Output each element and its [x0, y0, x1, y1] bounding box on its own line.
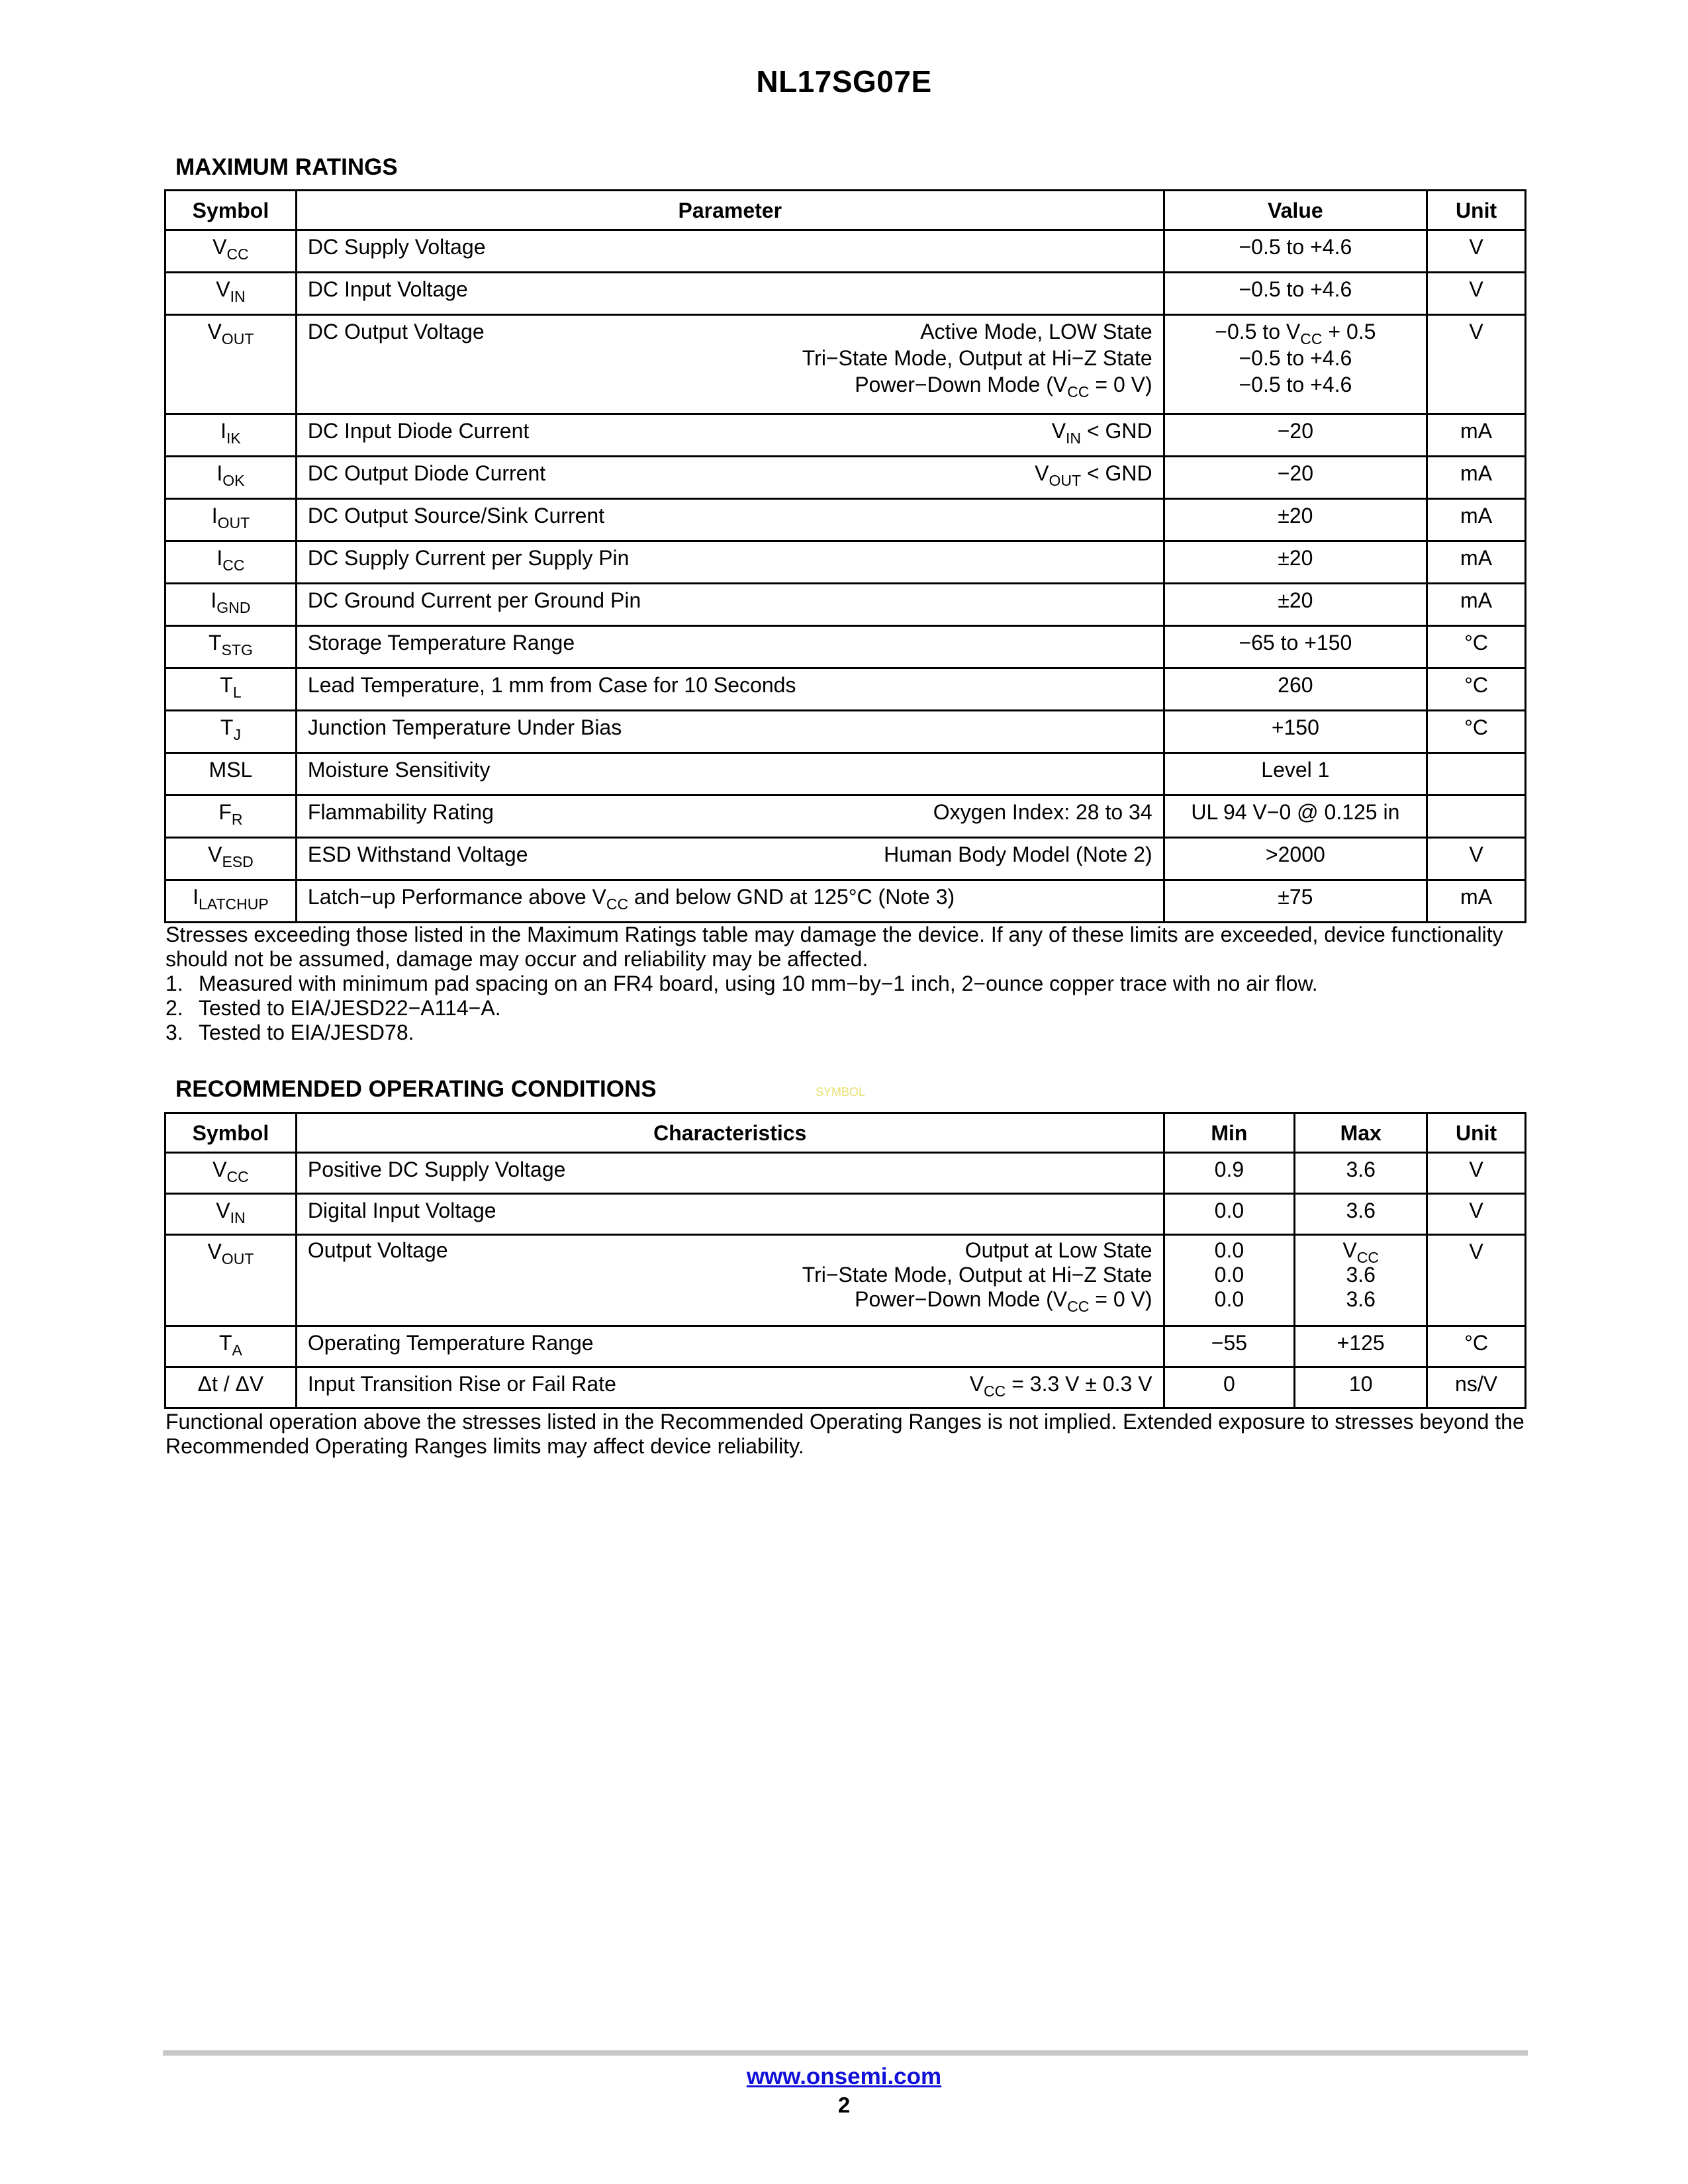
unit-cell: ns/V	[1427, 1367, 1526, 1408]
symbol-cell: $F_R$	[165, 796, 297, 838]
symbol-cell: $V_{CC}$	[165, 1153, 297, 1194]
table-row	[165, 273, 1526, 315]
min-cell: −55	[1164, 1326, 1295, 1367]
header-characteristics: Characteristics	[296, 1113, 1164, 1153]
value-cell: −20	[1164, 414, 1427, 457]
parameter-cell: $V_{IN}$ < GND DC Input Diode Current	[296, 414, 1164, 457]
table-row	[165, 1194, 1526, 1235]
unit-cell: V	[1427, 838, 1526, 880]
min-cell: 0.9	[1164, 1153, 1295, 1194]
symbol-cell: $T_L$	[165, 668, 297, 711]
stress-note: Stresses exceeding those listed in the Maximum Ratings table may damage the device. If any of these limits are exceeded, device functionality should not be assumed, damage may occur and reliability may be affected.	[165, 923, 1503, 971]
note-item: 3. Tested to EIA/JESD78.	[165, 1021, 414, 1044]
header-max: Max	[1295, 1113, 1427, 1153]
website-link[interactable]: www.onsemi.com	[746, 2064, 942, 2089]
condition: $V_{IN}$ < GND	[1051, 419, 1152, 447]
table-row	[165, 1326, 1526, 1367]
table-row	[165, 1367, 1526, 1408]
value-cell: Level 1	[1164, 753, 1427, 796]
symbol-cell: $V_{IN}$	[165, 273, 297, 315]
table-header-row	[165, 191, 1526, 230]
min-cell: 0.0 0.0 0.0	[1164, 1235, 1295, 1326]
parameter-cell: DC Output Source/Sink Current	[296, 499, 1164, 541]
characteristic-cell: Operating Temperature Range	[296, 1326, 1164, 1367]
parameter-cell: Oxygen Index: 28 to 34 Flammability Rating	[296, 796, 1164, 838]
unit-cell: V	[1427, 1153, 1526, 1194]
parameter-cell: DC Input Voltage	[296, 273, 1164, 315]
parameter-cell: Moisture Sensitivity	[296, 753, 1164, 796]
header-unit: Unit	[1427, 191, 1526, 230]
max-ratings-table	[164, 189, 1526, 923]
unit-cell: V	[1427, 230, 1526, 273]
max-cell: 10	[1295, 1367, 1427, 1408]
value-cell: −0.5 to +4.6	[1164, 273, 1427, 315]
condition: Human Body Model (Note 2)	[884, 842, 1152, 866]
value-cell: −0.5 to +4.6	[1164, 230, 1427, 273]
condition: $V_{OUT}$ < GND	[1035, 461, 1152, 490]
value-cell: >2000	[1164, 838, 1427, 880]
parameter-cell: Human Body Model (Note 2) ESD Withstand Voltage	[296, 838, 1164, 880]
unit-cell: °C	[1427, 668, 1526, 711]
table-row	[165, 753, 1526, 796]
symbol-cell: $T_J$	[165, 711, 297, 753]
roc-note: Functional operation above the stresses listed in the Recommended Operating Ranges is not implied. Extended exposure to stresses beyond the Recommended Operating Ranges limits may affect device reliability.	[165, 1410, 1524, 1458]
table-row	[165, 838, 1526, 880]
parameter-cell: Lead Temperature, 1 mm from Case for 10 Seconds	[296, 668, 1164, 711]
table-row	[165, 711, 1526, 753]
parameter-cell: DC Ground Current per Ground Pin	[296, 584, 1164, 626]
unit-cell: mA	[1427, 541, 1526, 584]
table-header-row	[165, 1113, 1526, 1153]
value-cell: ±20	[1164, 499, 1427, 541]
max-cell: +125	[1295, 1326, 1427, 1367]
unit-cell: V	[1427, 273, 1526, 315]
document-title: NL17SG07E	[756, 64, 932, 99]
condition: Oxygen Index: 28 to 34	[933, 800, 1152, 824]
note-item: 2. Tested to EIA/JESD22−A114−A.	[165, 996, 501, 1020]
max-cell: $V_{CC}$ 3.6 3.6	[1295, 1235, 1427, 1326]
symbol-cell: $I_{IK}$	[165, 414, 297, 457]
unit-cell	[1427, 796, 1526, 838]
header-symbol: Symbol	[165, 191, 297, 230]
min-cell: 0.0	[1164, 1194, 1295, 1235]
symbol-cell: $V_{IN}$	[165, 1194, 297, 1235]
header-parameter: Parameter	[296, 191, 1164, 230]
unit-cell: V	[1427, 315, 1526, 414]
symbol-cell: $V_{ESD}$	[165, 838, 297, 880]
table-row	[165, 315, 1526, 414]
table-row	[165, 1235, 1526, 1326]
table-row	[165, 541, 1526, 584]
value-cell: ±20	[1164, 584, 1427, 626]
unit-cell: mA	[1427, 457, 1526, 499]
symbol-cell: Δt / ΔV	[165, 1367, 297, 1408]
parameter-cell: Junction Temperature Under Bias	[296, 711, 1164, 753]
value-cell: 260	[1164, 668, 1427, 711]
unit-cell	[1427, 753, 1526, 796]
symbol-cell: MSL	[165, 753, 297, 796]
parameter-cell: DC Supply Voltage	[296, 230, 1164, 273]
table-row	[165, 499, 1526, 541]
symbol-cell: $I_{CC}$	[165, 541, 297, 584]
value-cell: ±75	[1164, 880, 1427, 923]
parameter-cell: Storage Temperature Range	[296, 626, 1164, 668]
symbol-cell: $V_{OUT}$	[165, 1235, 297, 1326]
characteristic-cell: Output at Low State Tri−State Mode, Output at Hi−Z State Power−Down Mode ($V_{CC} = 0$ V) Output Voltage	[296, 1235, 1164, 1326]
unit-cell: mA	[1427, 414, 1526, 457]
symbol-cell: $T_{STG}$	[165, 626, 297, 668]
parameter-cell: Latch−up Performance above $V_{CC}$ and below GND at 125°C (Note 3)	[296, 880, 1164, 923]
unit-cell: mA	[1427, 499, 1526, 541]
symbol-cell: $T_A$	[165, 1326, 297, 1367]
symbol-cell: $I_{GND}$	[165, 584, 297, 626]
unit-cell: mA	[1427, 584, 1526, 626]
value-cell: −20	[1164, 457, 1427, 499]
symbol-cell: $V_{CC}$	[165, 230, 297, 273]
value-cell: ±20	[1164, 541, 1427, 584]
faint-stamp: SYMBOL	[816, 1085, 866, 1099]
symbol-cell: $I_{OUT}$	[165, 499, 297, 541]
table-row	[165, 880, 1526, 923]
unit-cell: °C	[1427, 711, 1526, 753]
value-cell: −65 to +150	[1164, 626, 1427, 668]
unit-cell: °C	[1427, 626, 1526, 668]
parameter-cell: DC Supply Current per Supply Pin	[296, 541, 1164, 584]
table-row	[165, 457, 1526, 499]
header-min: Min	[1164, 1113, 1295, 1153]
unit-cell: mA	[1427, 880, 1526, 923]
unit-cell: V	[1427, 1194, 1526, 1235]
symbol-cell: $V_{OUT}$	[165, 315, 297, 414]
symbol-cell: $I_{OK}$	[165, 457, 297, 499]
max-ratings-title: MAXIMUM RATINGS	[175, 154, 398, 180]
value-cell: +150	[1164, 711, 1427, 753]
value-cell: UL 94 V−0 @ 0.125 in	[1164, 796, 1427, 838]
parameter-cell: $V_{OUT}$ < GND DC Output Diode Current	[296, 457, 1164, 499]
table-row	[165, 584, 1526, 626]
parameter-cell: Active Mode, LOW State Tri−State Mode, Output at Hi−Z State Power−Down Mode ($V_{CC} = 0$ V) DC Output Voltage	[296, 315, 1164, 414]
table-row	[165, 668, 1526, 711]
symbol-cell: $I_{LATCHUP}$	[165, 880, 297, 923]
table-row	[165, 796, 1526, 838]
characteristic-cell: Positive DC Supply Voltage	[296, 1153, 1164, 1194]
max-cell: 3.6	[1295, 1194, 1427, 1235]
header-symbol: Symbol	[165, 1113, 297, 1153]
table-row	[165, 626, 1526, 668]
characteristic-cell: $V_{CC} = 3.3$ V ± 0.3 V Input Transition Rise or Fail Rate	[296, 1367, 1164, 1408]
characteristic-cell: Digital Input Voltage	[296, 1194, 1164, 1235]
condition: $V_{CC} = 3.3$ V ± 0.3 V	[969, 1372, 1152, 1400]
conditions: Output at Low State Tri−State Mode, Output at Hi−Z State Power−Down Mode ($V_{CC} = 0$ V)	[802, 1238, 1152, 1316]
conditions: Active Mode, LOW State Tri−State Mode, Output at Hi−Z State Power−Down Mode ($V_{CC} = 0$ V)	[802, 320, 1152, 401]
header-value: Value	[1164, 191, 1427, 230]
table-row	[165, 230, 1526, 273]
min-cell: 0	[1164, 1367, 1295, 1408]
footer-rule	[163, 2050, 1528, 2056]
page-number: 2	[837, 2093, 851, 2117]
note-item: 1. Measured with minimum pad spacing on an FR4 board, using 10 mm−by−1 inch, 2−ounce copper trace with no air flow.	[165, 972, 1318, 995]
unit-cell: V	[1427, 1235, 1526, 1326]
roc-title: RECOMMENDED OPERATING CONDITIONS	[175, 1076, 657, 1102]
max-ratings-notes	[165, 923, 1526, 1045]
table-row	[165, 414, 1526, 457]
header-unit: Unit	[1427, 1113, 1526, 1153]
table-row	[165, 1153, 1526, 1194]
unit-cell: °C	[1427, 1326, 1526, 1367]
value-cell: −0.5 to $V_{CC} + 0.5$ −0.5 to +4.6 −0.5 to +4.6	[1164, 315, 1427, 414]
roc-table	[164, 1112, 1526, 1409]
max-cell: 3.6	[1295, 1153, 1427, 1194]
